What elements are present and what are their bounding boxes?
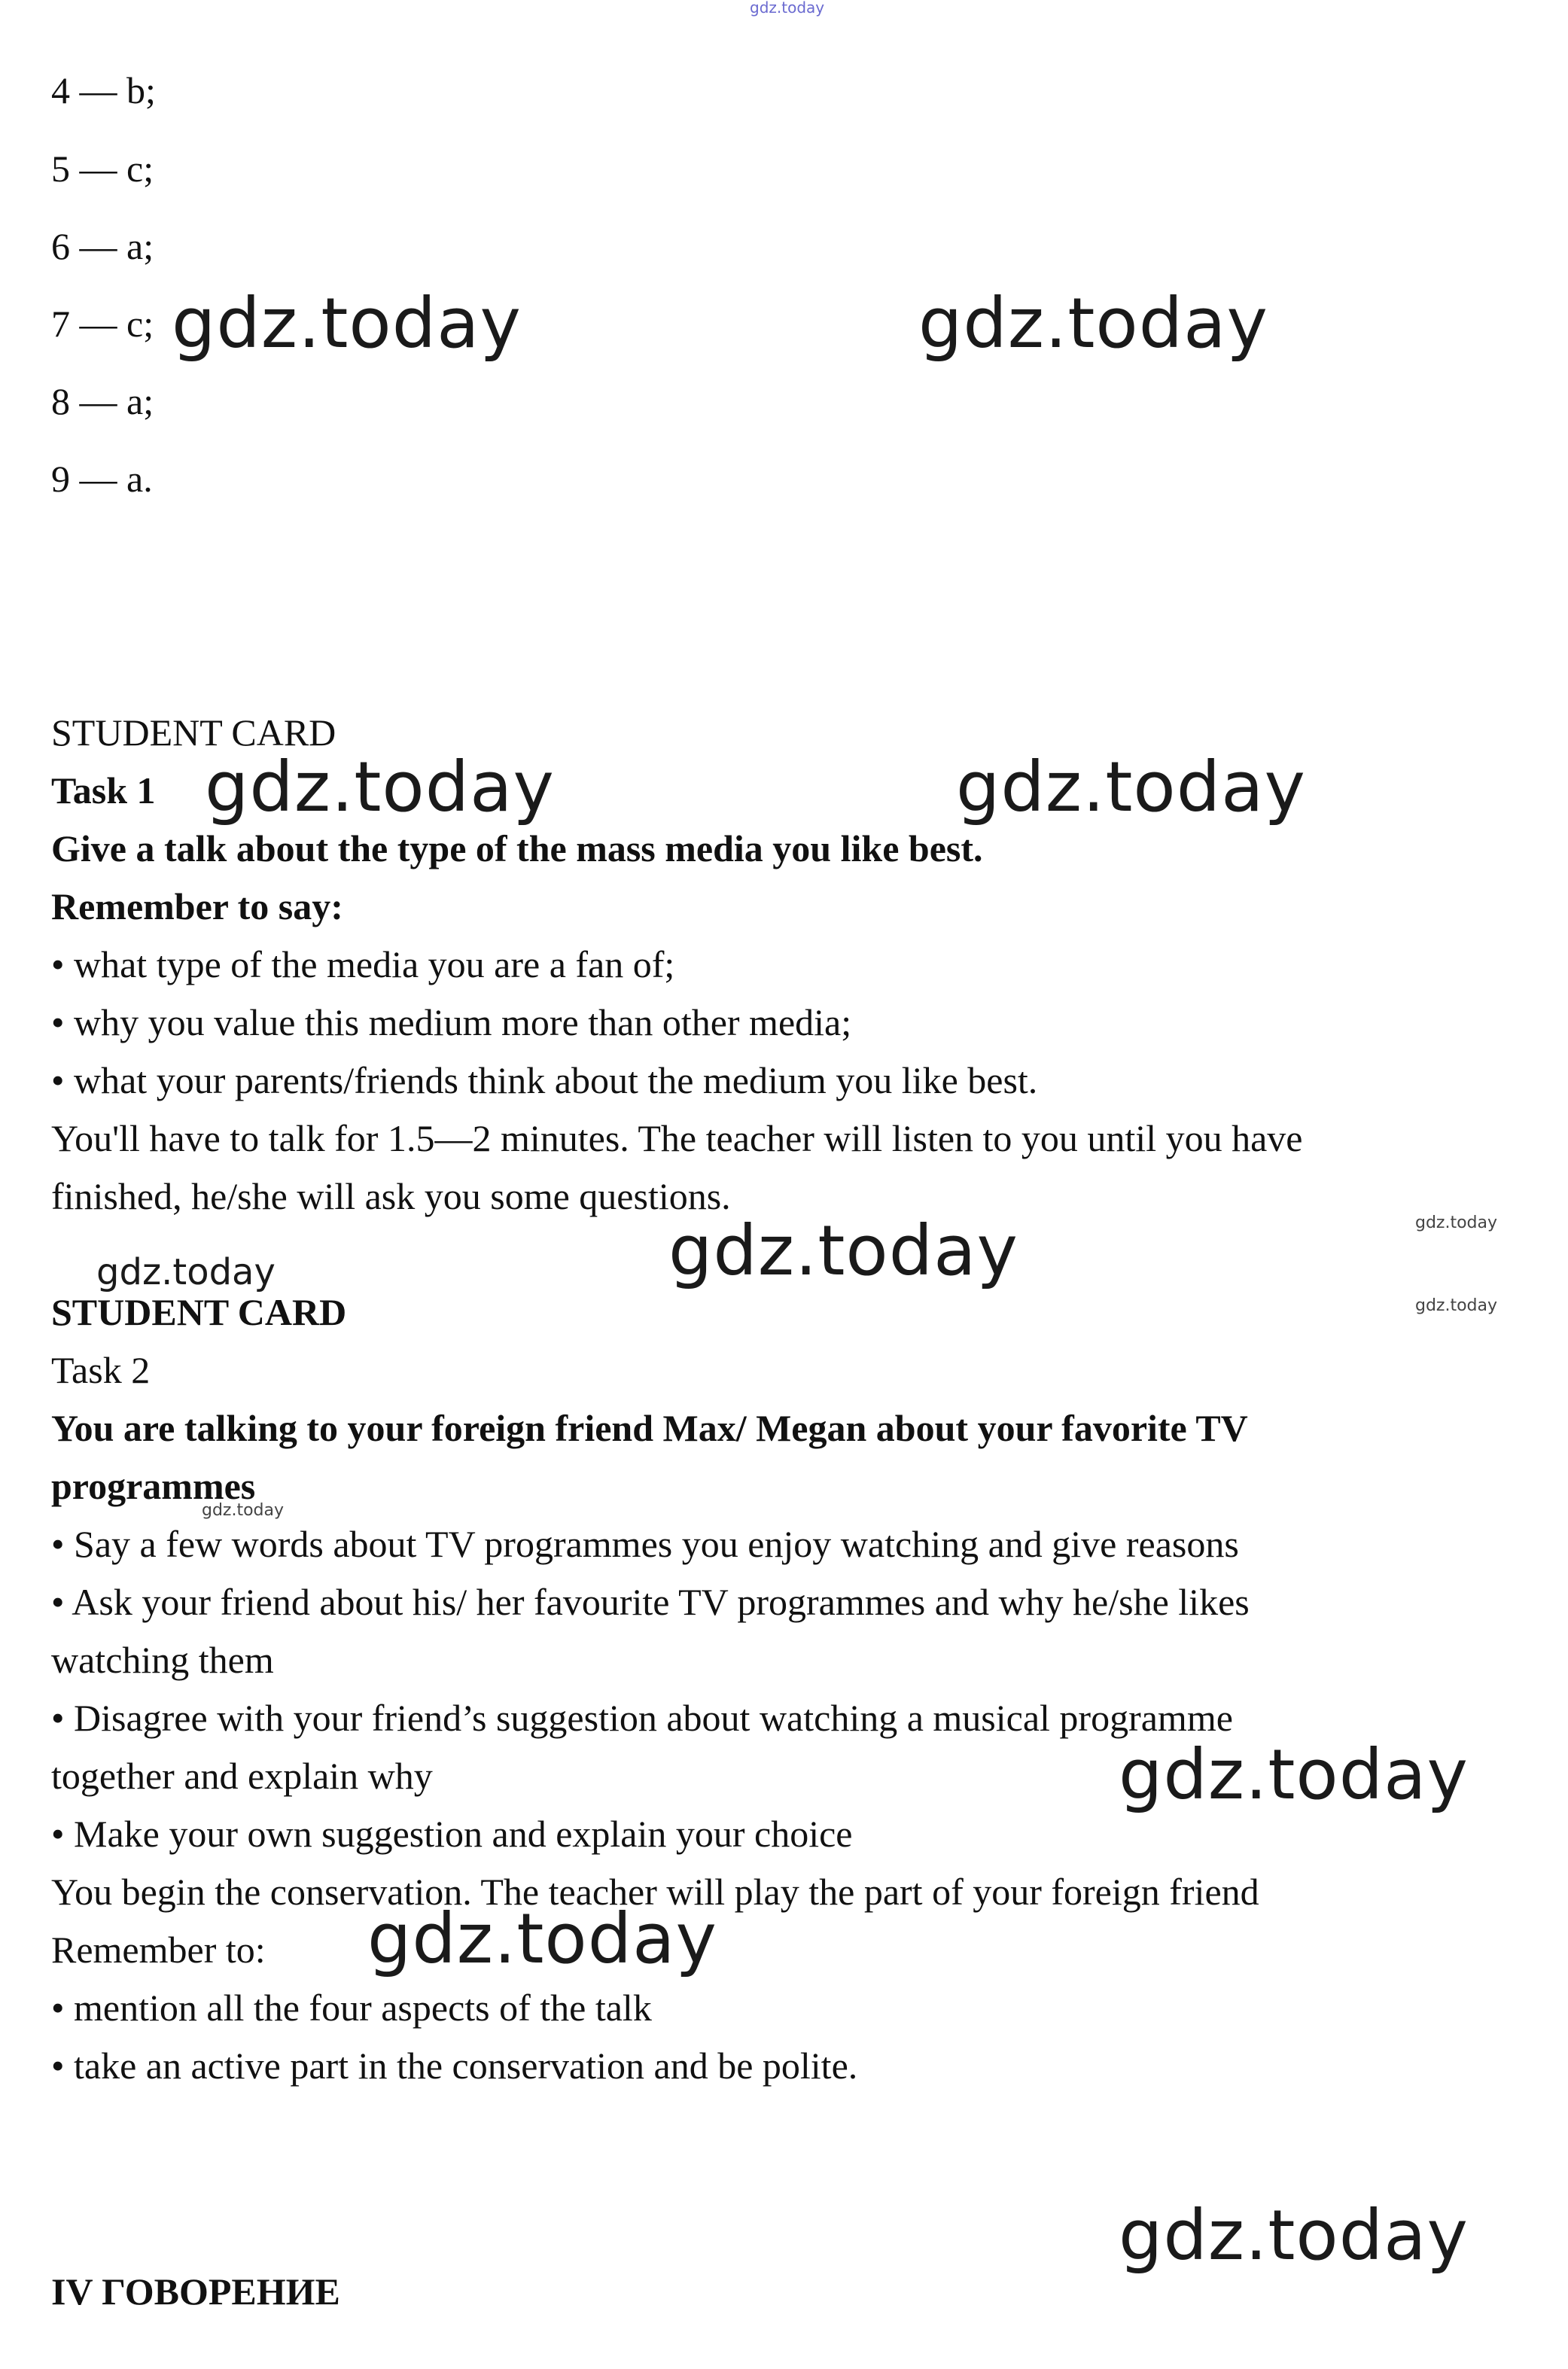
card2-point: • Say a few words about TV programmes you enjoy watching and give reasons: [51, 1523, 1239, 1565]
answer-line: 5 — c;: [51, 148, 154, 190]
card1-instructions: You'll have to talk for 1.5—2 minutes. The teacher will listen to you until you have: [51, 1117, 1303, 1159]
section-title: IV ГОВОРЕНИЕ: [51, 2270, 340, 2313]
card2-begin: You begin the conservation. The teacher will play the part of your foreign friend: [51, 1871, 1259, 1913]
card2-task: Task 2: [51, 1349, 151, 1391]
card1-header: STUDENT CARD: [51, 711, 336, 754]
card2-header: STUDENT CARD: [51, 1291, 347, 1333]
watermark: gdz.today: [668, 1210, 1018, 1291]
card2-remember-point: • take an active part in the conservation and be polite.: [51, 2045, 858, 2087]
card1-task: Task 1: [51, 769, 156, 811]
card1-point: • why you value this medium more than other media;: [51, 1001, 852, 1043]
answer-line: 4 — b;: [51, 69, 156, 111]
answer-line: 8 — a;: [51, 380, 154, 422]
card2-point: • Make your own suggestion and explain your choice: [51, 1813, 853, 1855]
card2-remember-point: • mention all the four aspects of the talk: [51, 1987, 652, 2029]
answer-line: 6 — a;: [51, 225, 154, 267]
watermark: gdz.today: [1119, 2195, 1469, 2276]
card1-prompt: Give a talk about the type of the mass media you like best.: [51, 827, 983, 869]
watermark: gdz.today: [1415, 1213, 1498, 1232]
watermark: gdz.today: [956, 747, 1306, 827]
card2-point: watching them: [51, 1639, 274, 1681]
watermark: gdz.today: [202, 1501, 285, 1520]
watermark: gdz.today: [1119, 1734, 1469, 1815]
watermark: gdz.today: [918, 283, 1268, 364]
card2-point: • Disagree with your friend’s suggestion about watching a musical programme: [51, 1697, 1233, 1739]
card2-point: • Ask your friend about his/ her favourite TV programmes and why he/she likes: [51, 1581, 1250, 1623]
watermark: gdz.today: [205, 747, 555, 827]
watermark: gdz.today: [750, 0, 825, 17]
card2-remember: Remember to:: [51, 1929, 266, 1971]
card2-prompt: programmes: [51, 1465, 256, 1507]
card1-point: • what your parents/friends think about the medium you like best.: [51, 1059, 1038, 1101]
watermark: gdz.today: [96, 1251, 276, 1293]
answer-line: 7 — c;: [51, 303, 154, 345]
card1-remember: Remember to say:: [51, 885, 343, 927]
answer-line: 9 — a.: [51, 458, 153, 500]
card1-point: • what type of the media you are a fan of;: [51, 943, 675, 985]
card2-prompt: You are talking to your foreign friend Max/ Megan about your favorite TV: [51, 1407, 1248, 1449]
watermark: gdz.today: [172, 283, 522, 364]
watermark: gdz.today: [367, 1899, 717, 1979]
watermark: gdz.today: [1415, 1296, 1498, 1315]
card2-point: together and explain why: [51, 1755, 433, 1797]
card1-instructions: finished, he/she will ask you some questions.: [51, 1175, 731, 1217]
